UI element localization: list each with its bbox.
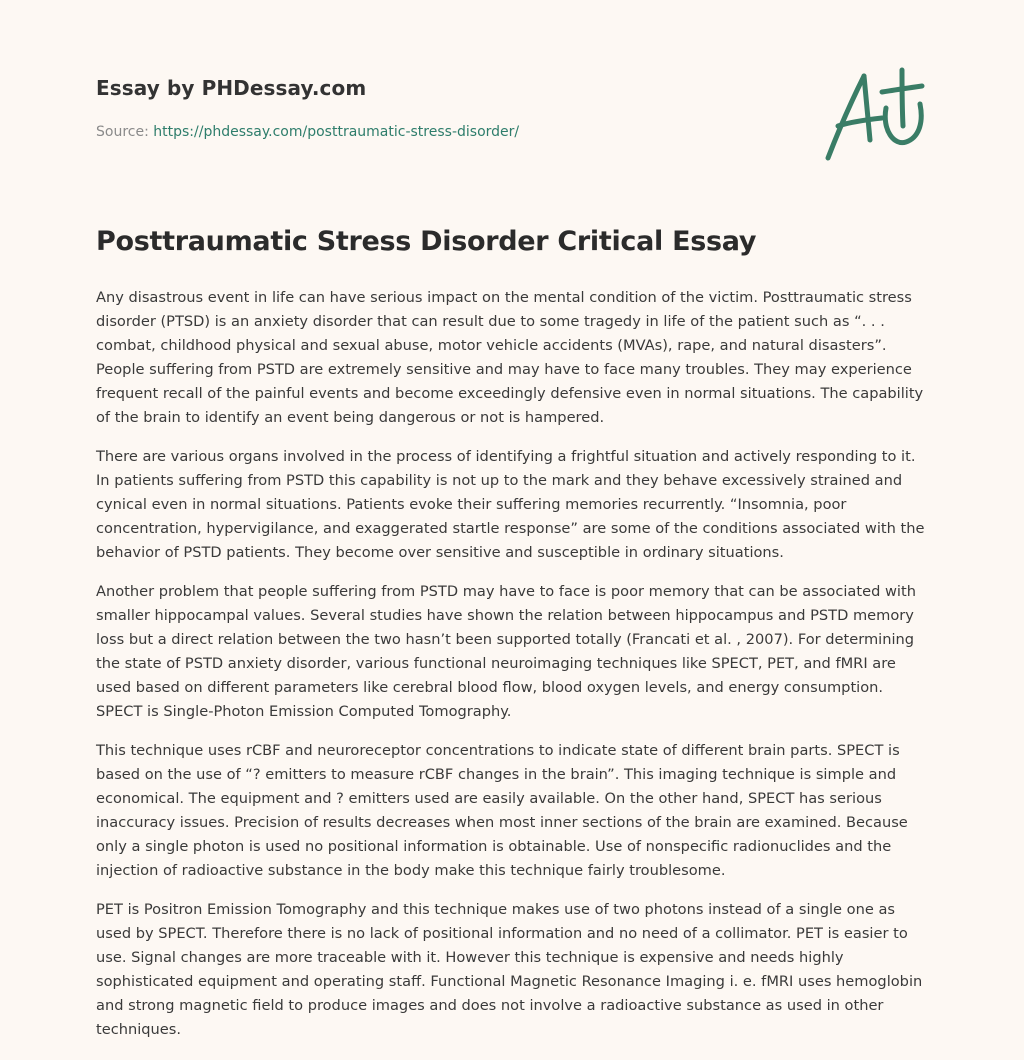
essay-paragraph: Any disastrous event in life can have serious impact on the mental condition of the victim. Posttraumatic stress disorder (PTSD) is an anxiety disorder that can result due to some tragedy in life of the patient such as “. . . combat, childhood physical and sexual abuse, motor vehicle accidents (MVAs), rape, and natural disasters”. People suffering from PSTD are extremely sensitive and may have to face many troubles. They may experience frequent recall of the painful events and become exceedingly defensive even in normal situations. The capability of the brain to identify an event being dangerous or not is hampered. xyxy=(96,289,924,426)
essay-paragraph: Another problem that people suffering from PSTD may have to face is poor memory that can be associated with smaller hippocampal values. Several studies have shown the relation between hippocampus and PSTD memory loss but a direct relation between the two hasn’t been supported totally (Francati et al. , 2007). For determining the state of PSTD anxiety disorder, various functional neuroimaging techniques like SPECT, PET, and fMRI are used based on different parameters like cerebral blood flow, blood oxygen levels, and energy consumption. SPECT is Single-Photon Emission Computed Tomography. xyxy=(96,583,916,720)
a-plus-logo-icon xyxy=(824,66,928,166)
source-link[interactable]: https://phdessay.com/posttraumatic-stress-disorder/ xyxy=(153,124,520,140)
page-header xyxy=(96,0,926,200)
essay-page xyxy=(96,0,926,1038)
essay-paragraph: This technique uses rCBF and neuroreceptor concentrations to indicate state of different brain parts. SPECT is based on the use of “? emitters to measure rCBF changes in the brain”. This imaging technique is simple and economical. The equipment and ? emitters used are easily available. On the other hand, SPECT has serious inaccuracy issues. Precision of results decreases when most inner sections of the brain are examined. Because only a single photon is used no positional information is obtainable. Use of nonspecific radionuclides and the injection of radioactive substance in the body make this technique fairly troublesome. xyxy=(96,742,908,879)
essay-title: Posttraumatic Stress Disorder Critical Essay xyxy=(96,226,757,257)
site-brand: Essay by PHDessay.com xyxy=(96,76,367,100)
source-line xyxy=(96,124,519,140)
essay-body xyxy=(96,286,926,1057)
essay-paragraph: PET is Positron Emission Tomography and this technique makes use of two photons instead of a single one as used by SPECT. Therefore there is no lack of positional information and no need of a collimator. PET is easier to use. Signal changes are more traceable with it. However this technique is expensive and needs highly sophisticated equipment and operating staff. Functional Magnetic Resonance Imaging i. e. fMRI uses hemoglobin and strong magnetic field to produce images and does not involve a radioactive substance as used in other techniques. xyxy=(96,901,923,1038)
essay-paragraph: There are various organs involved in the process of identifying a frightful situation and actively responding to it. In patients suffering from PSTD this capability is not up to the mark and they behave excessively strained and cynical even in normal situations. Patients evoke their suffering memories recurrently. “Insomnia, poor concentration, hypervigilance, and exaggerated startle response” are some of the conditions associated with the behavior of PSTD patients. They become over sensitive and susceptible in ordinary situations. xyxy=(96,448,925,561)
source-label: Source: xyxy=(96,124,149,140)
